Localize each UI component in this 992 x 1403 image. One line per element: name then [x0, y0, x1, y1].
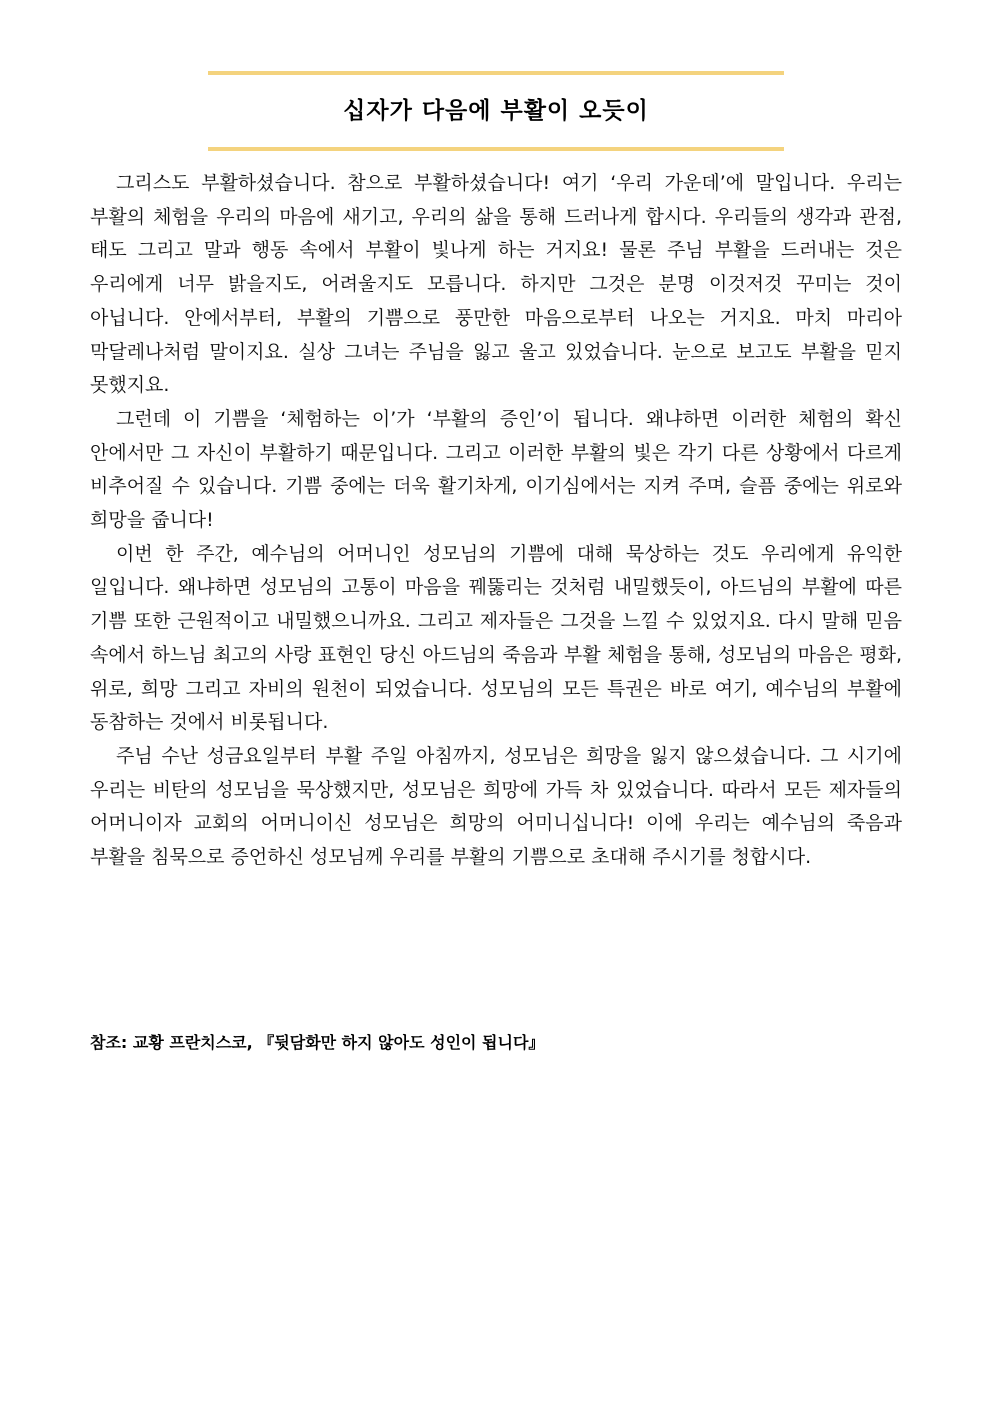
title-top-rule: [208, 71, 784, 75]
paragraph-4: 주님 수난 성금요일부터 부활 주일 아침까지, 성모님은 희망을 잃지 않으셨습니다. 그 시기에 우리는 비탄의 성모님을 묵상했지만, 성모님은 희망에 가득 차 있었습니다. 따라서 모든 제자들의 어머니이자 교회의 어머니이신 성모님은 희망의 어미니십니다! 이에 우리는 예수님의 죽음과 부활을 침묵으로 증언하신 성모님께 우리를 부활의 기쁨으로 초대해 주시기를 청합시다.: [90, 744, 902, 869]
article-body: [90, 167, 902, 875]
paragraph-3: 이번 한 주간, 예수님의 어머니인 성모님의 기쁨에 대해 묵상하는 것도 우리에게 유익한 일입니다. 왜냐하면 성모님의 고통이 마음을 꿰뚫리는 것처럼 내밀했듯이, 아드님의 부활에 따른 기쁨 또한 근원적이고 내밀했으니까요. 그리고 제자들은 그것을 느낄 수 있었지요. 다시 말해 믿음 속에서 하느님 최고의 사랑 표현인 당신 아드님의 죽음과 부활 체험을 통해, 성모님의 마음은 평화, 위로, 희망 그리고 자비의 원천이 되었습니다. 성모님의 모든 특권은 바로 여기, 예수님의 부활에 동참하는 것에서 비롯됩니다.: [90, 542, 902, 734]
reference-note: 참조: 교황 프란치스코, 『뒷담화만 하지 않아도 성인이 됩니다』: [90, 1033, 545, 1052]
paragraph-1: 그리스도 부활하셨습니다. 참으로 부활하셨습니다! 여기 ‘우리 가운데’에 말입니다. 우리는 부활의 체험을 우리의 마음에 새기고, 우리의 삶을 통해 드러나게 합시다. 우리들의 생각과 관점, 태도 그리고 말과 행동 속에서 부활이 빛나게 하는 거지요! 물론 주님 부활을 드러내는 것은 우리에게 너무 밝을지도, 어려울지도 모릅니다. 하지만 그것은 분명 이것저것 꾸미는 것이 아닙니다. 안에서부터, 부활의 기쁨으로 풍만한 마음으로부터 나오는 거지요. 마치 마리아 막달레나처럼 말이지요. 실상 그녀는 주님을 잃고 울고 있었습니다. 눈으로 보고도 부활을 믿지 못했지요.: [90, 172, 902, 397]
paragraph-2: 그런데 이 기쁨을 ‘체험하는 이’가 ‘부활의 증인’이 됩니다. 왜냐하면 이러한 체험의 확신 안에서만 그 자신이 부활하기 때문입니다. 그리고 이러한 부활의 빛은 각기 다른 상황에서 다르게 비추어질 수 있습니다. 기쁨 중에는 더욱 활기차게, 이기심에서는 지켜 주며, 슬픔 중에는 위로와 희망을 줍니다!: [90, 407, 902, 532]
page-title: 십자가 다음에 부활이 오듯이: [343, 98, 649, 124]
title-bottom-rule: [208, 147, 784, 151]
